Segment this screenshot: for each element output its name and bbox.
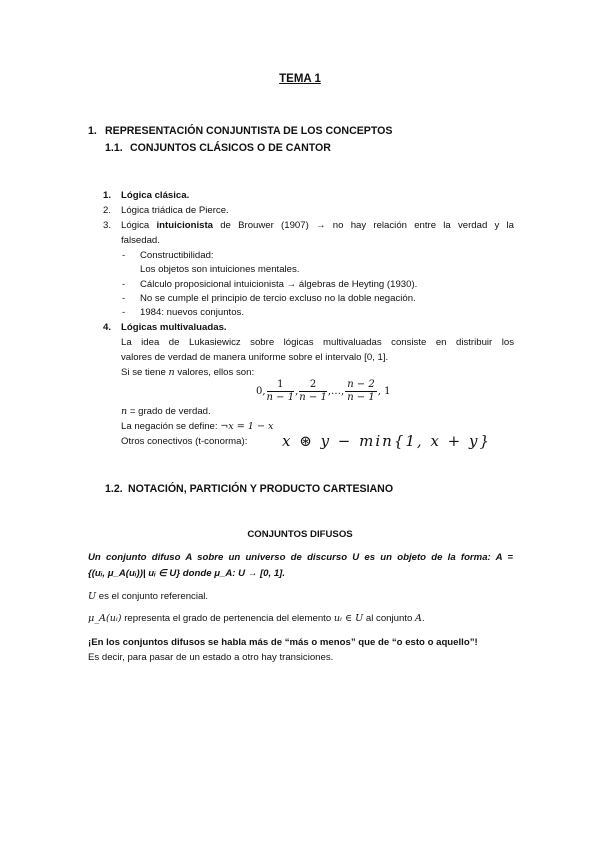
list-item-text: Lógica triádica de Pierce. [121,205,229,216]
fraction: $\frac{2}{n - 1}$ [299,379,327,403]
paragraph-line: La negación se define: ¬x = 1 − x [121,421,274,432]
definition-line: {(uᵢ, μ_A(uᵢ))| uᵢ ∈ U} donde μ_A: U → [0, 1]. [88,568,286,579]
paragraph-line: Otros conectivos (t-conorma): [121,436,248,447]
subsection-heading: NOTACIÓN, PARTICIÓN Y PRODUCTO CARTESIANO [128,483,394,495]
emphasis-line: ¡En los conjuntos difusos se habla más de “más o menos” que de “o esto o aquello”! [88,637,478,648]
paragraph-line: U es el conjunto referencial. [88,591,209,602]
bullet-dash: - [122,279,126,290]
list-number: 4. [103,322,112,333]
paragraph-line: n = grado de verdad. [121,406,211,417]
section-number: 1. [88,125,97,137]
bullet-text: Cálculo proposicional intuicionista → álgebras de Heyting (1930). [140,279,418,290]
fraction: $\frac{n - 2}{n - 1}$ [347,379,375,403]
list-item-continuation: falsedad. [121,235,160,246]
section-heading: REPRESENTACIÓN CONJUNTISTA DE LOS CONCEPTOS [105,125,393,137]
math-sequence: 0, $\frac{1}{n - 1}$ , $\frac{2}{n - 1}$ ,…, $\frac{n - 2}{n - 1}$ , 1 [256,379,391,403]
section-heading: CONJUNTOS DIFUSOS [247,529,353,540]
subsection-number: 1.1. [105,142,123,154]
list-item-text: Lógicas multivaluadas. [121,322,227,333]
page-title: TEMA 1 [279,73,321,85]
bullet-dash: - [122,293,126,304]
paragraph-line: Si se tiene n valores, ellos son: [121,367,255,378]
definition-line: Un conjunto difuso A sobre un universo de discurso U es un objeto de la forma: A = [88,552,513,563]
paragraph-line: valores de verdad de manera uniforme sobre el intervalo [0, 1]. [121,352,389,363]
bullet-text: No se cumple el principio de tercio excluso no la doble negación. [140,293,416,304]
list-number: 1. [103,190,112,201]
bullet-dash: - [122,307,126,318]
bullet-text: Constructibilidad: [140,250,214,261]
fraction: $\frac{1}{n - 1}$ [266,379,295,403]
bullet-dash: - [122,250,126,261]
bullet-continuation: Los objetos son intuiciones mentales. [140,264,300,275]
bullet-text: 1984: nuevos conjuntos. [140,307,245,318]
list-number: 2. [103,205,112,216]
subsection-heading: CONJUNTOS CLÁSICOS O DE CANTOR [130,142,331,154]
list-item-text: Lógica clásica. [121,190,190,201]
list-number: 3. [103,220,112,231]
paragraph-line: La idea de Lukasiewicz sobre lógicas multivaluadas consiste en distribuir los [121,337,514,348]
list-item-text: Lógica intuicionista de Brouwer (1907) → no hay relación entre la verdad y la [121,220,515,231]
subsection-number: 1.2. [105,483,123,495]
paragraph-line: Es decir, para pasar de un estado a otro hay transiciones. [88,652,334,663]
paragraph-line: μ_A(uᵢ) representa el grado de pertenencia del elemento uᵢ ∈ U al conjunto A. [88,613,425,624]
math-formula: x ⊛ y − min{1, x + y} [282,432,492,450]
